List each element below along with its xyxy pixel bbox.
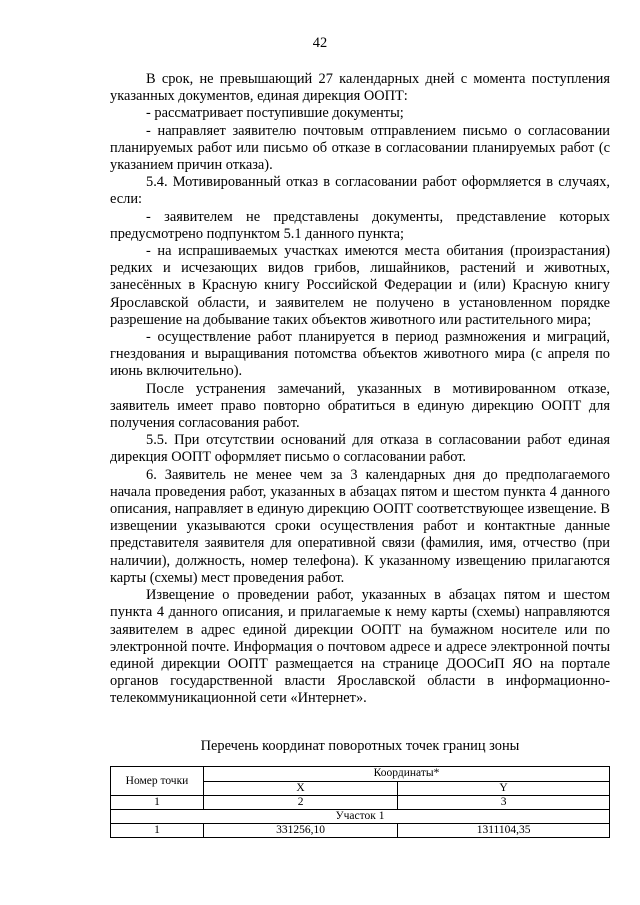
paragraph: - рассматривает поступившие документы; xyxy=(146,105,404,122)
paragraph: 5.4. Мотивированный отказ в согласовании работ оформляется в случаях, если: xyxy=(110,174,610,208)
index-cell: 3 xyxy=(398,796,610,810)
paragraph: Извещение о проведении работ, указанных в абзацах пятом и шестом пункта 4 данного описания, и прилагаемые к нему карты (схемы) направляются заявителем в адрес единой дирекции ООПТ на бумажном носителе или по электронной почте. Информация о почтовом адресе и адресе электронной почты единой дирекции ООПТ размещается на странице ДООСиП ЯО на портале органов государственной власти Ярославской области в информационно-телекоммуникационной сети «Интернет». xyxy=(110,587,610,707)
header-point-number: Номер точки xyxy=(111,767,204,796)
header-y: Y xyxy=(398,781,610,796)
table-caption: Перечень координат поворотных точек границ зоны xyxy=(200,738,520,754)
section-label: Участок 1 xyxy=(111,810,610,824)
paragraph: 5.5. При отсутствии оснований для отказа в согласовании работ единая дирекция ООПТ оформляет письмо о согласовании работ. xyxy=(110,432,610,466)
paragraph: В срок, не превышающий 27 календарных дней с момента поступления указанных документов, единая дирекция ООПТ: xyxy=(110,71,610,105)
header-x: X xyxy=(204,781,398,796)
table-index-row xyxy=(111,796,610,810)
document-body xyxy=(110,71,610,708)
paragraph: - на испрашиваемых участках имеются места обитания (произрастания) редких и исчезающих видов грибов, лишайников, растений и животных, занесённых в Красную книгу Российской Федерации и (или) Красную книгу Ярославской области, и заявителем не получено в установленном порядке разрешение на добывание таких объектов животного или растительного мира; xyxy=(110,243,610,328)
table-row xyxy=(111,824,610,838)
table-section-row xyxy=(111,810,610,824)
point-number-cell: 1 xyxy=(111,824,204,838)
table-header-row xyxy=(111,767,610,782)
paragraph: - осуществление работ планируется в период размножения и миграций, гнездования и выращивания потомства объектов животного мира (с апреля по июнь включительно). xyxy=(110,329,610,380)
index-cell: 2 xyxy=(204,796,398,810)
paragraph: - направляет заявителю почтовым отправлением письмо о согласовании планируемых работ или письмо об отказе в согласовании планируемых работ (с указанием причин отказа). xyxy=(110,122,610,174)
paragraph: 6. Заявитель не менее чем за 3 календарных дня до предполагаемого начала проведения работ, указанных в абзацах пятом и шестом пункта 4 данного описания, направляет в единую дирекцию ООПТ соответствующее извещение. В извещении указываются сроки осуществления работ и контактные данные представителя заявителя для оперативной связи (фамилия, имя, отчество (при наличии), должность, номер телефона). К указанному извещению прилагаются карты (схемы) мест проведения работ. xyxy=(110,466,610,586)
coordinates-table xyxy=(110,766,610,838)
x-coordinate-cell: 331256,10 xyxy=(204,824,398,838)
header-coordinates: Координаты* xyxy=(204,767,610,782)
index-cell: 1 xyxy=(111,796,204,810)
page-number: 42 xyxy=(312,35,328,51)
y-coordinate-cell: 1311104,35 xyxy=(398,824,610,838)
paragraph: После устранения замечаний, указанных в мотивированном отказе, заявитель имеет право повторно обратиться в единую дирекцию ООПТ для получения согласования работ. xyxy=(110,380,610,432)
paragraph: - заявителем не представлены документы, представление которых предусмотрено подпунктом 5.1 данного пункта; xyxy=(110,208,610,242)
